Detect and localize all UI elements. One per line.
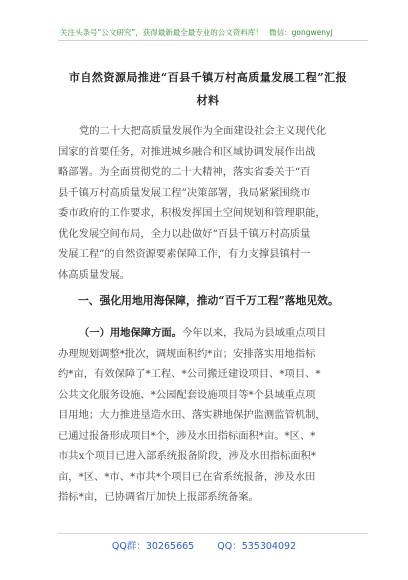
intro-paragraph [58, 121, 356, 285]
subsection-paragraph-1 [58, 323, 356, 508]
subsection-line: 指标*亩，已协调省厅加快上报部系统备案。 [58, 491, 259, 503]
intro-line: 优化发展空间布局，全力以赴做好“百县千镇万村高质量 [58, 227, 311, 240]
subsection-first-rest: 今年以来，我局为县域重点项目 [181, 327, 327, 339]
footer [0, 538, 408, 552]
header-divider [58, 40, 368, 41]
footer-qq-group: QQ群：30265665 [111, 541, 195, 552]
document-title-line-1: 市自然资源局推进“百县千镇万村高质量发展工程”汇报 [68, 71, 348, 84]
document-title-line-2: 材料 [196, 94, 220, 107]
footer-qq: QQ：535304092 [217, 541, 297, 552]
intro-line: 国家的首要任务，对推进城乡融合和区域协调发展作出战 [58, 145, 316, 158]
subsection-line: 办理规划调整*批次，调规面积约*亩；安排落实用地指标 [58, 347, 316, 360]
intro-line: 体高质量发展。 [58, 268, 131, 281]
header-wechat-text: 微信：gongwenyj [269, 28, 333, 37]
subsection-line: 市共x个项目已进入部系统报备阶段，涉及水田指标面积* [58, 450, 317, 462]
intro-line: 委市政府的工作要求，积极发挥国土空间规划和管理职能， [58, 207, 326, 219]
header-banner [60, 27, 360, 38]
header-promo-text: 关注头条号“公文研究”，获得最新最全最专业的公文资料库！ [60, 28, 263, 37]
subsection-line: 公共文化服务设施、*公园配套设施项目等*个县域重点项 [58, 388, 316, 401]
intro-line: 党的二十大把高质量发展作为全面建设社会主义现代化 [79, 125, 327, 137]
subsection-line: 目用地；大力推进垦造水田、落实耕地保护监测监管机制， [58, 409, 326, 421]
intro-line: 略部署。为全面贯彻党的二十大精神，落实省委关于“百 [58, 166, 311, 178]
subsection-line: 亩，*区、*市、*市共*个项目已在省系统报备，涉及水田 [58, 470, 316, 483]
intro-line: 县千镇万村高质量发展工程”决策部署，我局紧紧围绕市 [58, 186, 311, 199]
subsection-first-line [58, 323, 356, 344]
subsection-line: 已通过报备形成项目*个，涉及水田指标面积*亩。*区、* [58, 429, 316, 442]
section-heading-1: 一、强化用地用海保障，推动“百千万工程”落地见效。 [78, 294, 339, 307]
intro-line: 发展工程”的自然资源要素保障工作，有力支撑县镇村一 [58, 248, 311, 260]
subsection-lead: （一）用地保障方面。 [79, 327, 182, 339]
subsection-line: 约*亩，有效保障了*工程、*公司搬迁建设项目、*项目、* [58, 368, 321, 380]
footer-divider [58, 533, 368, 534]
